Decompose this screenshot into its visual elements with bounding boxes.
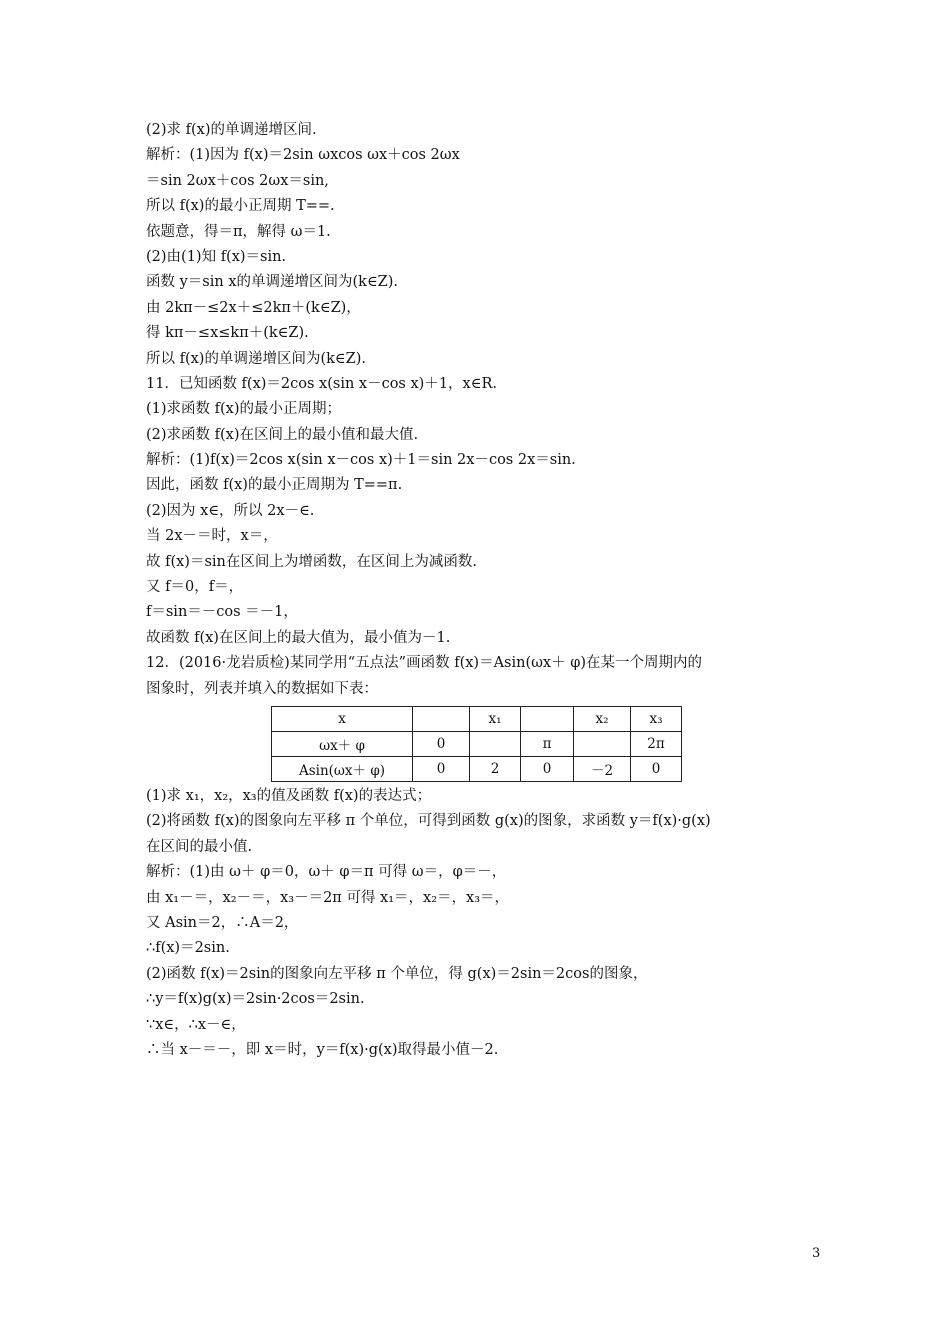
text-line: 函数 y＝sin x的单调递增区间为(k∈Z). xyxy=(146,274,399,291)
text-line: 解析：(1)因为 f(x)＝2sin ωxcos ωx＋cos 2ωx xyxy=(146,147,460,164)
table-cell: ωx＋ φ xyxy=(272,731,413,756)
table-cell: 2 xyxy=(470,756,521,781)
text-line: 由 x₁－＝，x₂－＝，x₃－＝2π 可得 x₁＝，x₂＝，x₃＝， xyxy=(146,889,510,906)
text-line: ∵x∈，∴x－∈， xyxy=(146,1016,246,1033)
text-line: ＝sin 2ωx＋cos 2ωx＝sin, xyxy=(146,172,329,189)
text-line: 图象时，列表并填入的数据如下表： xyxy=(146,680,378,697)
table-cell xyxy=(413,706,470,731)
document-body xyxy=(146,118,811,1063)
five-point-table xyxy=(271,706,682,782)
text-line: 故函数 f(x)在区间上的最大值为，最小值为－1. xyxy=(146,629,451,646)
table-cell: 0 xyxy=(413,731,470,756)
table-cell: 0 xyxy=(631,756,682,781)
text-line: 得 kπ－≤x≤kπ＋(k∈Z). xyxy=(146,325,309,342)
text-line: 又 Asin＝2，∴A＝2， xyxy=(146,914,299,931)
table-cell: 0 xyxy=(521,756,574,781)
text-line: 所以 f(x)的单调递增区间为(k∈Z). xyxy=(146,350,366,367)
problem-12-heading: 12．(2016·龙岩质检)某同学用“五点法”画函数 f(x)＝Asin(ωx＋ φ)在某一个周期内的 xyxy=(146,655,703,672)
text-line: (2)函数 f(x)＝2sin的图象向左平移 π 个单位，得 g(x)＝2sin＝2cos的图象， xyxy=(146,965,648,982)
text-line: ∴f(x)＝2sin. xyxy=(146,940,230,957)
table-cell: Asin(ωx＋ φ) xyxy=(272,756,413,781)
text-line: (2)求 f(x)的单调递增区间. xyxy=(146,122,317,138)
text-line: (1)求 x₁，x₂，x₃的值及函数 f(x)的表达式； xyxy=(146,787,432,804)
table-row xyxy=(272,756,682,781)
table-cell: x xyxy=(272,706,413,731)
table-cell xyxy=(574,731,631,756)
text-line: (2)将函数 f(x)的图象向左平移 π 个单位，可得到函数 g(x)的图象，求函数 y＝f(x)·g(x) xyxy=(146,813,711,830)
problem-11-heading: 11．已知函数 f(x)＝2cos x(sin x－cos x)＋1，x∈R. xyxy=(146,375,497,392)
text-line: (2)求函数 f(x)在区间上的最小值和最大值. xyxy=(146,426,419,443)
table-row xyxy=(272,706,682,731)
text-line: 所以 f(x)的最小正周期 T==. xyxy=(146,198,335,215)
table-cell: x₃ xyxy=(631,706,682,731)
table-cell: x₂ xyxy=(574,706,631,731)
table-cell: 0 xyxy=(413,756,470,781)
text-line: 解析：(1)f(x)＝2cos x(sin x－cos x)＋1＝sin 2x－cos 2x＝sin. xyxy=(146,452,576,469)
text-line: 依题意，得＝π，解得 ω＝1. xyxy=(146,223,331,240)
table-cell xyxy=(470,731,521,756)
five-point-table-wrapper xyxy=(271,706,811,782)
text-line: 由 2kπ－≤2x＋≤2kπ＋(k∈Z)， xyxy=(146,299,361,316)
table-cell xyxy=(521,706,574,731)
text-line: 又 f＝0，f＝， xyxy=(146,579,244,596)
text-line: (2)因为 x∈，所以 2x－∈. xyxy=(146,502,315,519)
text-line: 当 2x－＝时，x＝， xyxy=(146,528,278,545)
text-line: ∴y＝f(x)g(x)＝2sin·2cos＝2sin. xyxy=(146,991,365,1008)
text-line: 在区间的最小值. xyxy=(146,838,253,855)
text-line: f＝sin＝－cos ＝－1， xyxy=(146,604,298,621)
text-line: (2)由(1)知 f(x)＝sin. xyxy=(146,248,287,265)
text-line: 故 f(x)＝sin在区间上为增函数，在区间上为减函数. xyxy=(146,553,477,570)
text-line: (1)求函数 f(x)的最小正周期； xyxy=(146,401,342,418)
text-line: 因此，函数 f(x)的最小正周期为 T==π. xyxy=(146,477,403,494)
table-row xyxy=(272,731,682,756)
table-cell: －2 xyxy=(574,756,631,781)
text-line: ∴当 x－＝－，即 x＝时，y＝f(x)·g(x)取得最小值－2. xyxy=(146,1041,499,1058)
page-number: 3 xyxy=(812,1246,821,1261)
table-cell: π xyxy=(521,731,574,756)
table-cell: 2π xyxy=(631,731,682,756)
text-line: 解析：(1)由 ω＋ φ＝0，ω＋ φ＝π 可得 ω＝，φ＝－， xyxy=(146,864,507,881)
table-cell: x₁ xyxy=(470,706,521,731)
